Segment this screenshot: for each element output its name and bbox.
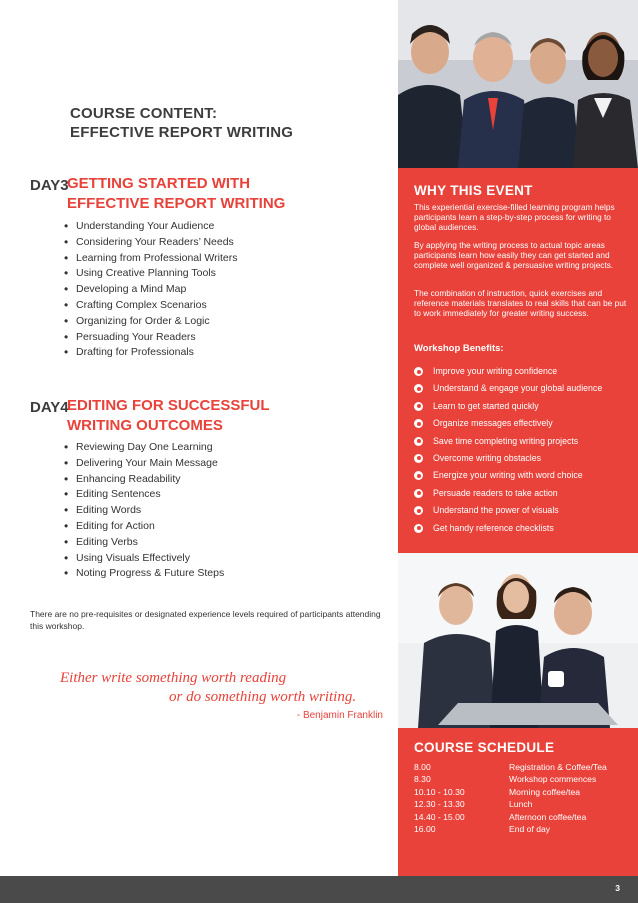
quote <box>60 669 356 707</box>
table-row <box>414 773 607 785</box>
list-item <box>414 365 634 382</box>
target-bullet-icon <box>414 384 423 393</box>
table-row <box>414 786 607 798</box>
list-item: • Drafting for Professionals <box>64 345 237 361</box>
course-schedule-panel <box>398 728 638 876</box>
target-bullet-icon <box>414 402 423 411</box>
schedule-item: End of day <box>509 824 551 835</box>
why-event-title: WHY THIS EVENT <box>414 183 533 198</box>
table-row <box>414 811 607 823</box>
why-this-event-panel <box>398 168 638 553</box>
target-bullet-icon <box>414 471 423 480</box>
why-paragraph-2: By applying the writing process to actual topic areas participants learn how easily they can get started and complete well organized & persuasive writing projects. <box>414 240 614 270</box>
benefits-heading: Workshop Benefits: <box>414 343 504 354</box>
day4-topic-list <box>64 440 224 582</box>
table-row <box>414 798 607 810</box>
target-bullet-icon <box>414 454 423 463</box>
schedule-item: Lunch <box>509 799 533 810</box>
day3-title <box>67 174 285 214</box>
list-item: • Persuading Your Readers <box>64 330 237 346</box>
list-item <box>414 522 634 539</box>
list-item <box>414 452 634 469</box>
page-footer <box>0 876 638 903</box>
list-item <box>414 469 634 486</box>
schedule-item: Registration & Coffee/Tea <box>509 762 607 772</box>
list-item: • Developing a Mind Map <box>64 282 237 298</box>
day4-title-line1: EDITING FOR SUCCESSFUL <box>67 397 270 414</box>
page-number: 3 <box>615 883 620 893</box>
benefit-text: Learn to get started quickly <box>433 400 539 411</box>
list-item: • Enhancing Readability <box>64 472 224 488</box>
target-bullet-icon <box>414 367 423 376</box>
list-item: • Editing Sentences <box>64 487 224 503</box>
benefits-list <box>414 365 634 539</box>
list-item: • Editing Words <box>64 503 224 519</box>
why-paragraph-3: The combination of instruction, quick exercises and reference materials translates to real skills that can be put to work immediately for greater writing success. <box>414 288 627 318</box>
course-schedule-title: COURSE SCHEDULE <box>414 740 555 755</box>
benefit-text: Improve your writing confidence <box>433 366 558 376</box>
prerequisites-note: There are no pre-requisites or designated experience levels required of participants attending this workshop. <box>30 609 381 631</box>
list-item <box>414 504 634 521</box>
quote-author: - Benjamin Franklin <box>296 710 383 721</box>
list-item <box>414 382 634 399</box>
list-item <box>414 487 634 504</box>
why-paragraph-1: This experiential exercise-filled learning program helps participants learn a step-by-step process for writing to global audiences. <box>414 202 615 232</box>
schedule-item: Morning coffee/tea <box>509 786 581 797</box>
schedule-time: 12.30 - 13.30 <box>414 799 465 810</box>
table-row <box>414 823 607 835</box>
list-item: • Using Visuals Effectively <box>64 551 224 567</box>
team-laptop-photo <box>398 553 638 728</box>
list-item: • Learning from Professional Writers <box>64 251 237 267</box>
day4-title <box>67 396 270 436</box>
benefit-text: Understand & engage your global audience <box>433 383 603 394</box>
day3-topic-list <box>64 219 237 361</box>
business-team-photo <box>398 0 638 168</box>
quote-line1: Either write something worth reading <box>60 670 287 686</box>
benefit-text: Get handy reference checklists <box>433 522 554 533</box>
target-bullet-icon <box>414 437 423 446</box>
business-team-photo-image <box>398 0 638 168</box>
target-bullet-icon <box>414 506 423 515</box>
list-item: • Noting Progress & Future Steps <box>64 566 224 582</box>
benefit-text: Overcome writing obstacles <box>433 452 542 463</box>
benefit-text: Energize your writing with word choice <box>433 470 583 481</box>
day3-title-line2: EFFECTIVE REPORT WRITING <box>67 195 286 212</box>
benefit-text: Understand the power of visuals <box>433 505 559 516</box>
list-item: • Editing Verbs <box>64 535 224 551</box>
benefit-text: Persuade readers to take action <box>433 487 558 498</box>
course-title-line2: EFFECTIVE REPORT WRITING <box>70 124 294 141</box>
schedule-time: 14.40 - 15.00 <box>414 811 465 822</box>
schedule-time: 16.00 <box>414 824 436 835</box>
list-item <box>414 435 634 452</box>
schedule-time: 8.00 <box>414 762 431 772</box>
target-bullet-icon <box>414 489 423 498</box>
list-item: • Considering Your Readers’ Needs <box>64 235 237 251</box>
schedule-table <box>414 761 607 835</box>
day4-title-line2: WRITING OUTCOMES <box>67 417 223 434</box>
course-title <box>70 104 293 142</box>
schedule-item: Workshop commences <box>509 774 597 785</box>
benefit-text: Organize messages effectively <box>433 418 553 429</box>
quote-line2: or do something worth writing. <box>169 689 357 705</box>
day4-label: DAY4 <box>30 399 69 416</box>
benefit-text: Save time completing writing projects <box>433 435 579 446</box>
list-item: • Using Creative Planning Tools <box>64 266 237 282</box>
list-item: • Reviewing Day One Learning <box>64 440 224 456</box>
list-item: • Delivering Your Main Message <box>64 456 224 472</box>
target-bullet-icon <box>414 524 423 533</box>
table-row <box>414 761 607 773</box>
team-laptop-photo-image <box>398 553 638 728</box>
list-item <box>414 417 634 434</box>
list-item: • Editing for Action <box>64 519 224 535</box>
list-item: • Organizing for Order & Logic <box>64 314 237 330</box>
list-item: • Crafting Complex Scenarios <box>64 298 237 314</box>
list-item <box>414 400 634 417</box>
schedule-item: Afternoon coffee/tea <box>509 811 587 822</box>
target-bullet-icon <box>414 419 423 428</box>
day3-label: DAY3 <box>30 177 69 194</box>
schedule-time: 10.10 - 10.30 <box>414 786 465 797</box>
day3-title-line1: GETTING STARTED WITH <box>67 175 251 192</box>
course-title-line1: COURSE CONTENT: <box>70 105 218 122</box>
list-item: • Understanding Your Audience <box>64 219 237 235</box>
schedule-time: 8.30 <box>414 774 431 785</box>
